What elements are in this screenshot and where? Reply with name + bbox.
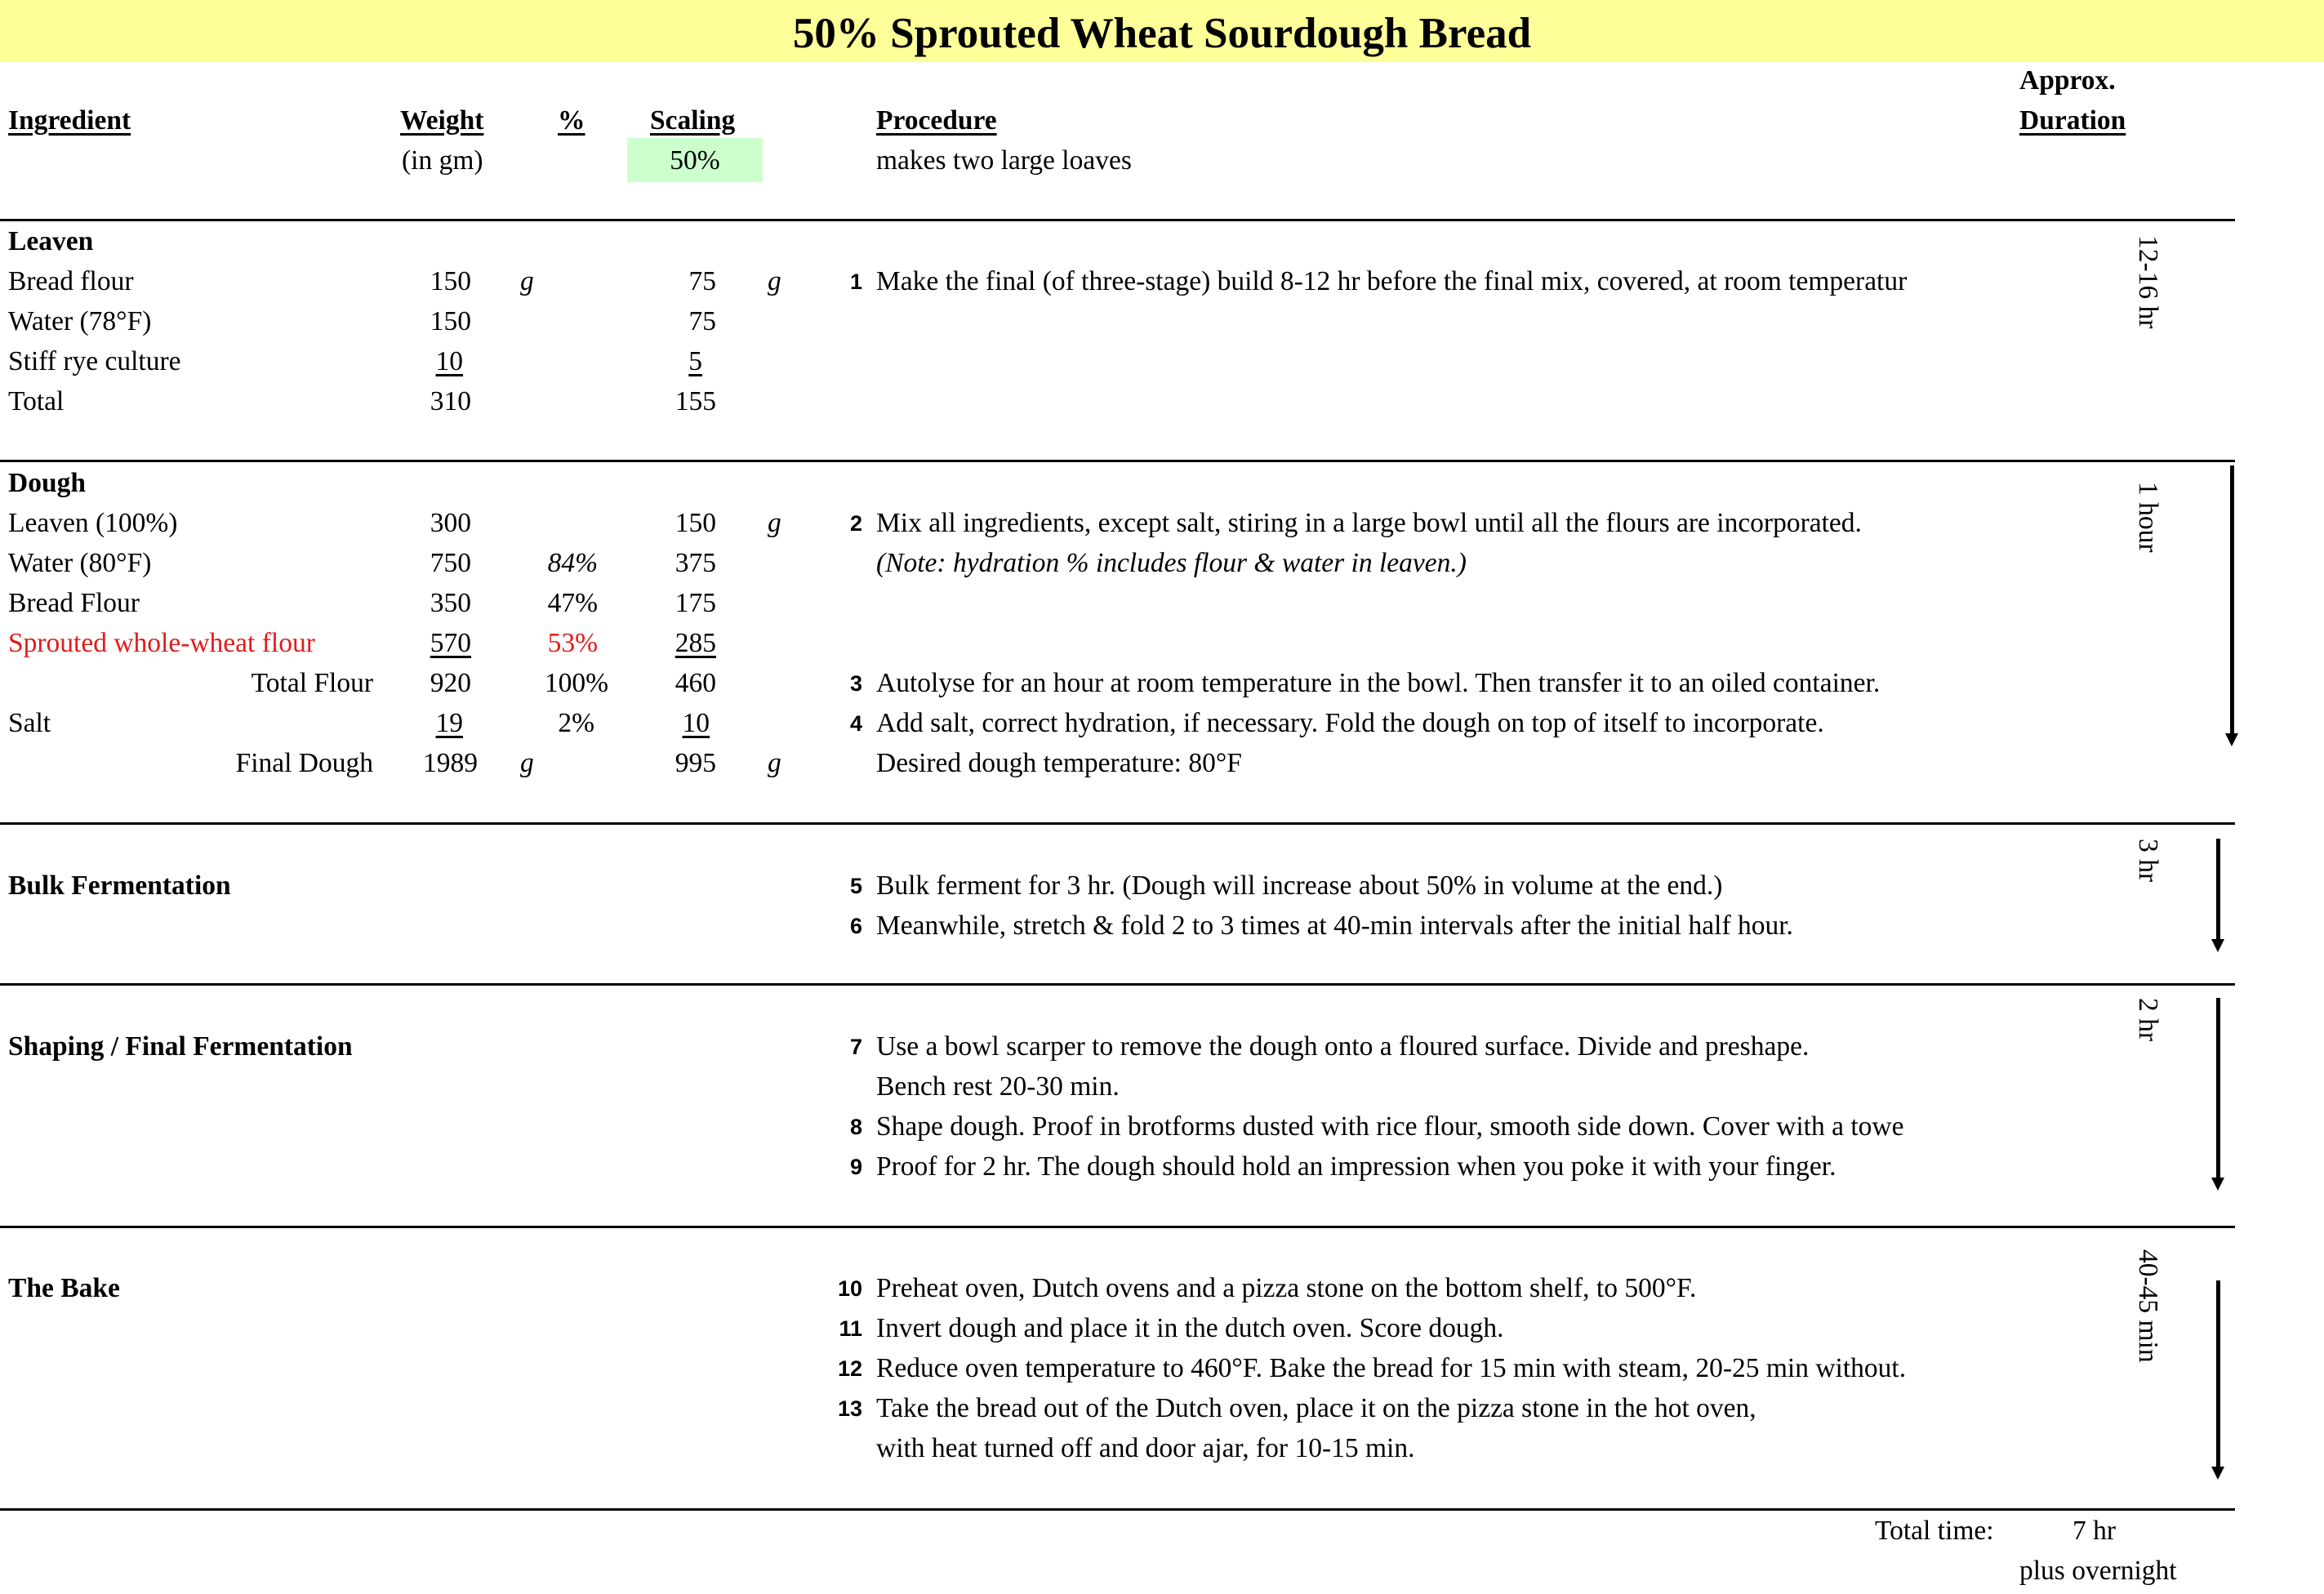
ingredient-name: Stiff rye culture bbox=[8, 346, 181, 376]
step-number: 4 bbox=[849, 711, 862, 736]
step-text: Mix all ingredients, except salt, stiring in a large bowl until all the flours are incorporated. bbox=[876, 508, 1862, 538]
step-number: 12 bbox=[837, 1356, 862, 1381]
ingredient-name: Total bbox=[8, 386, 65, 416]
step-number: 9 bbox=[849, 1155, 862, 1179]
step-text: (Note: hydration % includes flour & water in leaven.) bbox=[876, 548, 1467, 578]
ingredient-name: Leaven (100%) bbox=[8, 508, 178, 538]
weight-value: 750 bbox=[430, 548, 471, 578]
step-number: 2 bbox=[849, 511, 862, 536]
duration-shaping: 2 hr bbox=[2133, 998, 2163, 1042]
step-text: Bench rest 20-30 min. bbox=[876, 1071, 1120, 1102]
divider bbox=[0, 822, 2235, 825]
duration-bake: 40-45 min bbox=[2133, 1249, 2163, 1363]
weight-value: 570 bbox=[430, 628, 471, 658]
divider bbox=[0, 1226, 2235, 1228]
percent-value: 100% bbox=[544, 668, 608, 698]
percent-value: 47% bbox=[547, 588, 598, 618]
duration-leaven: 12-16 hr bbox=[2133, 235, 2163, 329]
scaled-value: 155 bbox=[674, 386, 716, 416]
weight-value: 300 bbox=[430, 508, 471, 538]
unit-label: g bbox=[768, 266, 781, 296]
unit-label: g bbox=[768, 508, 781, 538]
weight-value: 920 bbox=[430, 668, 471, 698]
weight-value: 350 bbox=[430, 588, 471, 618]
weight-value: 1989 bbox=[423, 748, 478, 778]
dough-title: Dough bbox=[8, 468, 86, 498]
weight-unit-label: (in gm) bbox=[402, 145, 483, 176]
scaled-value: 5 bbox=[688, 346, 702, 376]
weight-value: 19 bbox=[435, 708, 463, 738]
total-time-label: Total time: bbox=[1875, 1516, 1994, 1546]
step-text: Make the final (of three-stage) build 8-12 hr before the final mix, covered, at room temperatur bbox=[876, 266, 1908, 296]
divider bbox=[0, 983, 2235, 986]
leaven-title: Leaven bbox=[8, 226, 94, 256]
ingredient-name: Bread Flour bbox=[8, 588, 140, 618]
scaled-value: 75 bbox=[688, 266, 716, 296]
ingredient-name: Water (78°F) bbox=[8, 306, 152, 336]
scaled-value: 285 bbox=[674, 628, 716, 658]
step-text: Autolyse for an hour at room temperature in the bowl. Then transfer it to an oiled container. bbox=[876, 668, 1881, 698]
weight-value: 150 bbox=[430, 306, 471, 336]
step-text: Bulk ferment for 3 hr. (Dough will increase about 50% in volume at the end.) bbox=[876, 870, 1723, 901]
shaping-title: Shaping / Final Fermentation bbox=[8, 1031, 353, 1062]
step-number: 6 bbox=[849, 914, 862, 938]
percent-value: 53% bbox=[547, 628, 598, 658]
ingredient-name: Salt bbox=[8, 708, 51, 738]
divider bbox=[0, 1508, 2235, 1511]
weight-value: 10 bbox=[435, 346, 463, 376]
step-text: Proof for 2 hr. The dough should hold an impression when you poke it with your finger. bbox=[876, 1151, 1836, 1182]
step-text: Use a bowl scarper to remove the dough onto a floured surface. Divide and preshape. bbox=[876, 1031, 1810, 1062]
scaled-value: 995 bbox=[674, 748, 716, 778]
scaling-value: 50% bbox=[670, 145, 720, 176]
unit-label: g bbox=[520, 748, 534, 778]
scaled-value: 460 bbox=[674, 668, 716, 698]
unit-label: g bbox=[520, 266, 534, 296]
unit-label: g bbox=[768, 748, 781, 778]
step-number: 5 bbox=[849, 874, 862, 898]
scaling-header: Scaling bbox=[650, 105, 736, 136]
ingredient-name: Total Flour bbox=[251, 668, 373, 698]
weight-value: 310 bbox=[430, 386, 471, 416]
step-text: Preheat oven, Dutch ovens and a pizza stone on the bottom shelf, to 500°F. bbox=[876, 1273, 1697, 1303]
divider bbox=[0, 219, 2235, 221]
duration-header-line2: Duration bbox=[2019, 105, 2126, 136]
step-text: Reduce oven temperature to 460°F. Bake the bread for 15 min with steam, 20-25 min without. bbox=[876, 1353, 1907, 1383]
step-text: Invert dough and place it in the dutch oven. Score dough. bbox=[876, 1313, 1504, 1343]
weight-header: Weight bbox=[400, 105, 484, 136]
ingredient-header: Ingredient bbox=[8, 105, 131, 136]
step-text: Desired dough temperature: 80°F bbox=[876, 748, 1242, 778]
step-text: Shape dough. Proof in brotforms dusted with rice flour, smooth side down. Cover with a towe bbox=[876, 1111, 1904, 1142]
step-text: with heat turned off and door ajar, for 10-15 min. bbox=[876, 1433, 1415, 1463]
scaled-value: 10 bbox=[682, 708, 710, 738]
scaled-value: 375 bbox=[674, 548, 716, 578]
percent-value: 2% bbox=[558, 708, 594, 738]
scaled-value: 150 bbox=[674, 508, 716, 538]
step-text: Add salt, correct hydration, if necessary. Fold the dough on top of itself to incorporate. bbox=[876, 708, 1824, 738]
bulk-title: Bulk Fermentation bbox=[8, 870, 231, 901]
step-text: Meanwhile, stretch & fold 2 to 3 times at 40-min intervals after the initial half hour. bbox=[876, 911, 1793, 941]
procedure-header: Procedure bbox=[876, 105, 997, 136]
step-number: 10 bbox=[837, 1276, 862, 1301]
step-number: 11 bbox=[839, 1316, 862, 1341]
divider bbox=[0, 460, 2235, 462]
ingredient-name: Final Dough bbox=[235, 748, 373, 778]
percent-header: % bbox=[558, 105, 585, 136]
duration-dough: 1 hour bbox=[2133, 482, 2163, 553]
step-number: 3 bbox=[849, 671, 862, 696]
step-number: 8 bbox=[849, 1115, 862, 1139]
procedure-note: makes two large loaves bbox=[876, 145, 1132, 176]
total-time-value: 7 hr bbox=[2072, 1516, 2117, 1546]
step-text: Take the bread out of the Dutch oven, place it on the pizza stone in the hot oven, bbox=[876, 1393, 1756, 1423]
step-number: 1 bbox=[849, 269, 862, 294]
scaled-value: 175 bbox=[674, 588, 716, 618]
bake-title: The Bake bbox=[8, 1273, 120, 1303]
total-time-note: plus overnight bbox=[2019, 1556, 2177, 1586]
duration-bulk: 3 hr bbox=[2133, 839, 2163, 883]
step-number: 13 bbox=[837, 1396, 862, 1421]
weight-value: 150 bbox=[430, 266, 471, 296]
duration-header-line1: Approx. bbox=[2019, 65, 2116, 96]
ingredient-name: Sprouted whole-wheat flour bbox=[8, 628, 315, 658]
step-number: 7 bbox=[849, 1035, 862, 1059]
ingredient-name: Water (80°F) bbox=[8, 548, 152, 578]
ingredient-name: Bread flour bbox=[8, 266, 134, 296]
scaled-value: 75 bbox=[688, 306, 716, 336]
page-title: 50% Sprouted Wheat Sourdough Bread bbox=[792, 10, 1532, 57]
percent-value: 84% bbox=[547, 548, 598, 578]
